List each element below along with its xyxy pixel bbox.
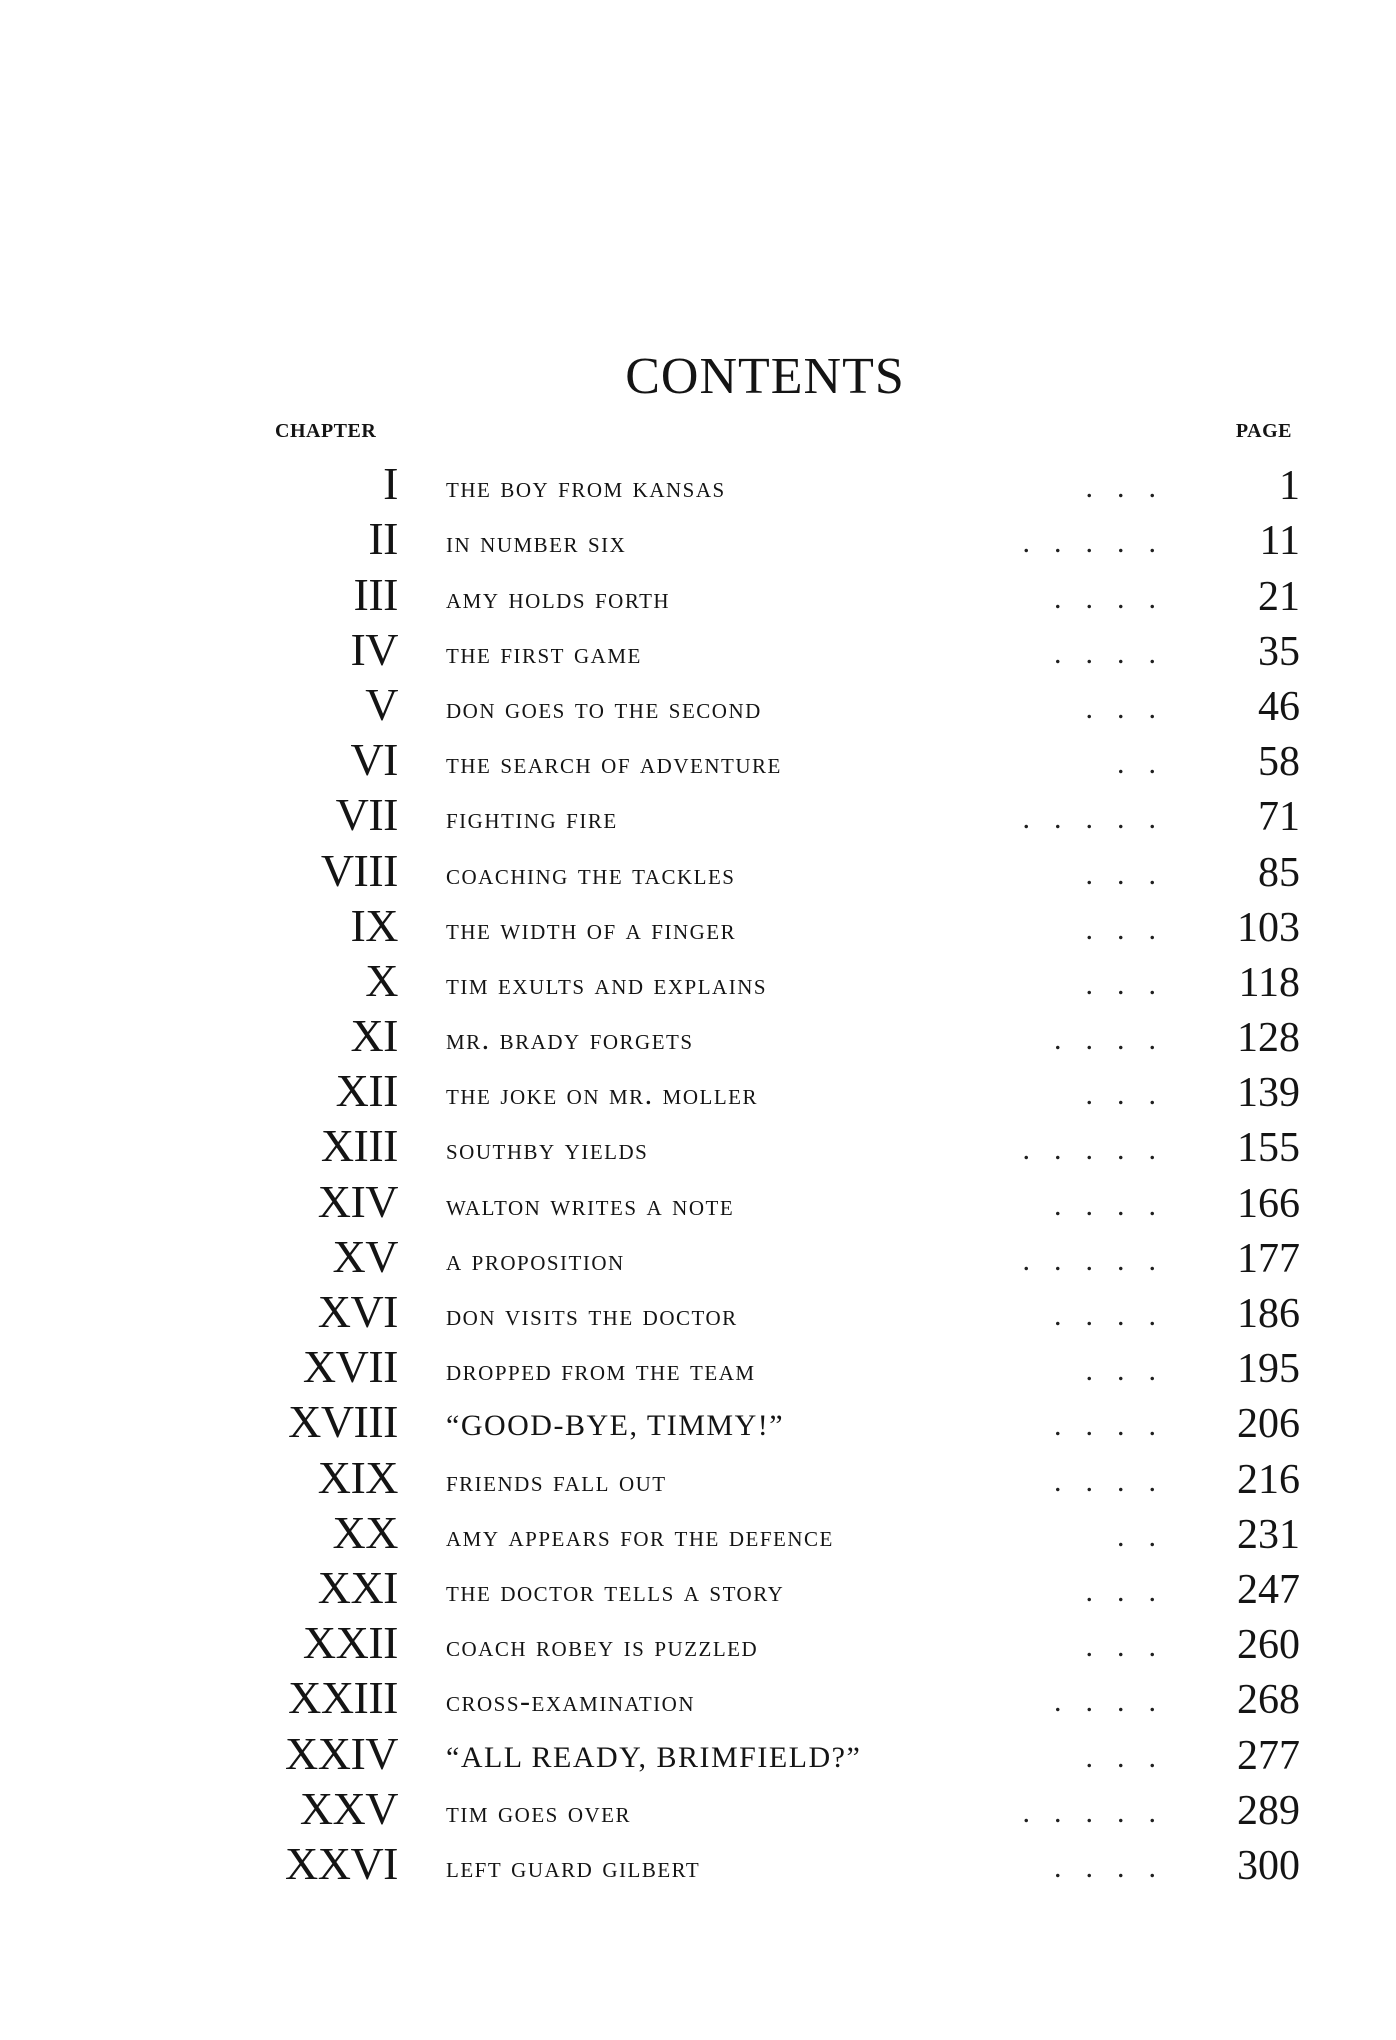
chapter-title: the boy from kansas	[446, 471, 726, 505]
chapter-numeral: IV	[350, 623, 398, 675]
page-number: 155	[1237, 1125, 1300, 1172]
chapter-numeral: XIV	[317, 1175, 398, 1227]
chapter-numeral: IX	[350, 899, 398, 951]
chapter-numeral: XXV	[299, 1782, 398, 1834]
page-number: 21	[1258, 573, 1300, 620]
chapter-numeral: III	[353, 568, 398, 620]
toc-row	[0, 458, 1396, 513]
chapter-title: tim goes over	[446, 1795, 631, 1829]
page-number: 186	[1237, 1291, 1300, 1337]
page-number: 128	[1237, 1015, 1300, 1062]
chapter-title: don goes to the second	[446, 691, 762, 725]
table-of-contents	[0, 458, 1396, 1893]
dot-leader: .....	[1022, 1133, 1180, 1167]
dot-leader: .....	[1022, 1795, 1180, 1829]
toc-row	[0, 1231, 1396, 1286]
toc-row	[0, 1120, 1396, 1175]
chapter-title: southby yields	[446, 1133, 649, 1167]
chapter-numeral: X	[365, 954, 398, 1006]
chapter-numeral: VIII	[320, 844, 398, 896]
toc-row	[0, 1617, 1396, 1672]
page-number: 247	[1237, 1566, 1300, 1613]
chapter-numeral: V	[365, 678, 398, 730]
page-number: 85	[1258, 849, 1300, 896]
dot-leader: ..	[1117, 1519, 1180, 1553]
toc-row	[0, 1838, 1396, 1893]
toc-row	[0, 1783, 1396, 1838]
chapter-title: the doctor tells a story	[446, 1574, 785, 1608]
page-number: 118	[1238, 959, 1300, 1006]
chapter-numeral: XXVI	[285, 1837, 398, 1889]
dot-leader: ...	[1085, 1630, 1180, 1664]
chapter-numeral: XXI	[317, 1561, 398, 1613]
chapter-numeral: I	[383, 458, 398, 510]
chapter-column-header: CHAPTER	[275, 420, 377, 442]
page-column-header: PAGE	[1235, 420, 1292, 442]
page-number: 216	[1237, 1456, 1300, 1503]
dot-leader: ..	[1117, 747, 1180, 781]
page-number: 289	[1237, 1787, 1300, 1834]
page-number: 103	[1237, 904, 1300, 951]
toc-row	[0, 1010, 1396, 1065]
chapter-title: don visits the doctor	[446, 1299, 738, 1332]
chapter-title: tim exults and explains	[446, 967, 768, 1001]
page-number: 260	[1237, 1622, 1300, 1669]
toc-row	[0, 1562, 1396, 1617]
dot-leader: ...	[1085, 912, 1180, 946]
toc-row	[0, 568, 1396, 623]
page-number: 166	[1237, 1180, 1300, 1227]
dot-leader: .....	[1022, 526, 1180, 560]
chapter-title: the first game	[446, 636, 642, 670]
dot-leader: .....	[1022, 1243, 1180, 1277]
page-number: 58	[1258, 739, 1300, 786]
toc-row	[0, 679, 1396, 734]
chapter-title: amy holds forth	[446, 581, 671, 615]
toc-row	[0, 1672, 1396, 1727]
chapter-numeral: XVI	[317, 1286, 398, 1337]
dot-leader: ...	[1085, 1078, 1180, 1112]
chapter-title: dropped from the team	[446, 1354, 756, 1388]
dot-leader: ...	[1085, 1574, 1180, 1608]
page-number: 46	[1258, 683, 1300, 730]
chapter-title: coach robey is puzzled	[446, 1630, 759, 1664]
chapter-title: walton writes a note	[446, 1188, 735, 1222]
chapter-numeral: XVIII	[288, 1396, 398, 1448]
chapter-numeral: XXIII	[288, 1672, 398, 1724]
toc-row	[0, 513, 1396, 568]
toc-row	[0, 624, 1396, 679]
chapter-title: left guard gilbert	[446, 1850, 701, 1884]
chapter-title: “ALL READY, BRIMFIELD?”	[446, 1740, 862, 1774]
toc-row	[0, 955, 1396, 1010]
dot-leader: ....	[1054, 1188, 1180, 1222]
page-number: 231	[1237, 1511, 1300, 1558]
page-number: 177	[1237, 1235, 1300, 1282]
toc-row	[0, 1507, 1396, 1562]
chapter-title: a proposition	[446, 1243, 625, 1277]
dot-leader: ....	[1054, 636, 1180, 670]
page-number: 11	[1259, 518, 1300, 565]
toc-row	[0, 1175, 1396, 1230]
dot-leader: ....	[1054, 1299, 1180, 1332]
chapter-title: cross-examination	[446, 1685, 696, 1719]
chapter-numeral: XXII	[302, 1617, 398, 1669]
chapter-numeral: II	[368, 513, 398, 565]
dot-leader: ....	[1054, 1850, 1180, 1884]
dot-leader: ...	[1085, 1354, 1180, 1388]
chapter-title: in number six	[446, 526, 627, 560]
chapter-title: coaching the tackles	[446, 857, 736, 891]
chapter-title: amy appears for the defence	[446, 1519, 834, 1553]
toc-row	[0, 1286, 1396, 1341]
chapter-numeral: XX	[332, 1506, 398, 1558]
page-number: 139	[1237, 1070, 1300, 1117]
chapter-title: fighting fire	[446, 802, 618, 836]
page-title: CONTENTS	[625, 348, 905, 405]
page-number: 71	[1258, 794, 1300, 841]
toc-row	[0, 900, 1396, 955]
toc-row	[0, 1396, 1396, 1451]
dot-leader: ....	[1054, 1023, 1180, 1057]
chapter-numeral: XIII	[320, 1120, 398, 1172]
page-number: 206	[1237, 1401, 1300, 1448]
page-number: 300	[1237, 1842, 1300, 1889]
dot-leader: ...	[1085, 857, 1180, 891]
chapter-numeral: XII	[335, 1065, 398, 1117]
chapter-title: mr. brady forgets	[446, 1023, 694, 1057]
dot-leader: ....	[1054, 1409, 1180, 1443]
chapter-numeral: XV	[332, 1230, 398, 1282]
toc-row	[0, 1065, 1396, 1120]
toc-row	[0, 789, 1396, 844]
page-number: 1	[1279, 463, 1300, 510]
toc-row	[0, 844, 1396, 899]
chapter-numeral: XVII	[302, 1341, 398, 1393]
chapter-title: the joke on mr. moller	[446, 1078, 758, 1112]
chapter-numeral: VI	[350, 734, 398, 786]
page-number: 277	[1237, 1732, 1300, 1779]
dot-leader: ....	[1054, 1464, 1180, 1498]
chapter-numeral: XXIV	[285, 1727, 398, 1779]
dot-leader: .....	[1022, 802, 1180, 836]
chapter-numeral: XI	[350, 1010, 398, 1062]
chapter-title: “GOOD-BYE, TIMMY!”	[446, 1409, 785, 1443]
page-number: 195	[1237, 1346, 1300, 1393]
dot-leader: ...	[1085, 471, 1180, 505]
chapter-title: the width of a finger	[446, 912, 737, 946]
chapter-numeral: VII	[335, 789, 398, 841]
toc-row	[0, 1727, 1396, 1782]
dot-leader: ....	[1054, 1685, 1180, 1719]
chapter-title: the search of adventure	[446, 747, 782, 781]
toc-row	[0, 734, 1396, 789]
toc-row	[0, 1451, 1396, 1506]
dot-leader: ...	[1085, 967, 1180, 1001]
page-number: 268	[1237, 1677, 1300, 1724]
dot-leader: ....	[1054, 581, 1180, 615]
chapter-title: friends fall out	[446, 1464, 667, 1498]
dot-leader: ...	[1085, 1740, 1180, 1774]
dot-leader: ...	[1085, 691, 1180, 725]
toc-row	[0, 1341, 1396, 1396]
page-number: 35	[1258, 628, 1300, 675]
chapter-numeral: XIX	[317, 1451, 398, 1503]
